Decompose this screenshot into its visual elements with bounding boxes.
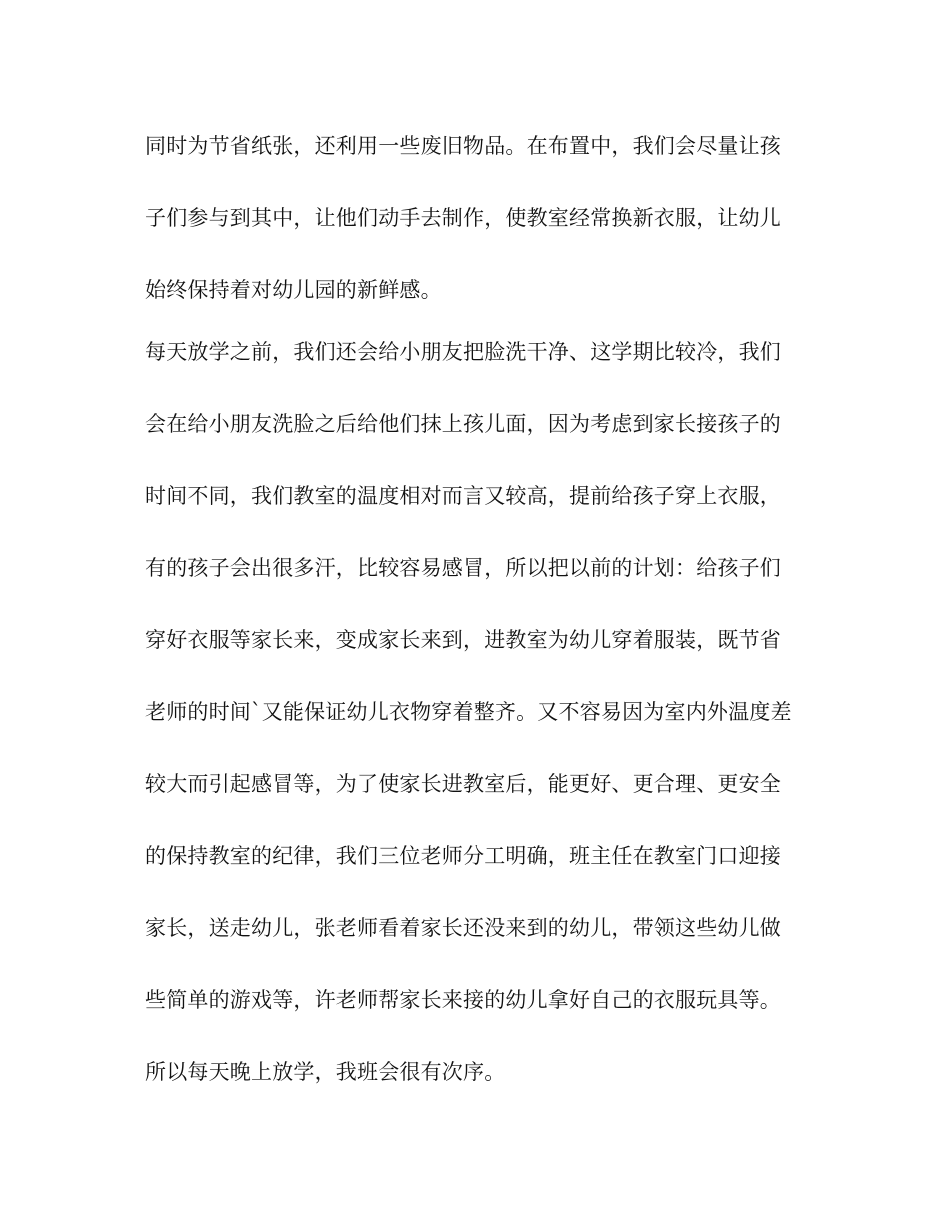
text-line: 较大而引起感冒等，为了使家长进教室后，能更好、更合理、更安全 bbox=[145, 772, 781, 796]
text-line: 同时为节省纸张，还利用一些废旧物品。在布置中，我们会尽量让孩 bbox=[145, 134, 781, 158]
text-line: 始终保持着对幼儿园的新鲜感。 bbox=[145, 278, 442, 302]
text-line: 家长，送走幼儿，张老师看着家长还没来到的幼儿，带领这些幼儿做 bbox=[145, 916, 781, 940]
text-line: 穿好衣服等家长来，变成家长来到，进教室为幼儿穿着服装，既节省 bbox=[145, 628, 781, 652]
text-line: 时间不同，我们教室的温度相对而言又较高，提前给孩子穿上衣服， bbox=[145, 484, 781, 508]
text-line: 子们参与到其中，让他们动手去制作，使教室经常换新衣服，让幼儿 bbox=[145, 206, 781, 230]
text-line: 有的孩子会出很多汗，比较容易感冒，所以把以前的计划：给孩子们 bbox=[145, 556, 781, 580]
text-line: 会在给小朋友洗脸之后给他们抹上孩儿面，因为考虑到家长接孩子的 bbox=[145, 412, 781, 436]
text-line: 所以每天晚上放学，我班会很有次序。 bbox=[145, 1060, 506, 1084]
text-line: 些简单的游戏等，许老师帮家长来接的幼儿拿好自己的衣服玩具等。 bbox=[145, 988, 781, 1012]
text-line: 老师的时间`又能保证幼儿衣物穿着整齐。又不容易因为室内外温度差 bbox=[145, 700, 792, 724]
text-line: 每天放学之前，我们还会给小朋友把脸洗干净、这学期比较冷，我们 bbox=[145, 340, 781, 364]
text-line: 的保持教室的纪律，我们三位老师分工明确，班主任在教室门口迎接 bbox=[145, 844, 781, 868]
